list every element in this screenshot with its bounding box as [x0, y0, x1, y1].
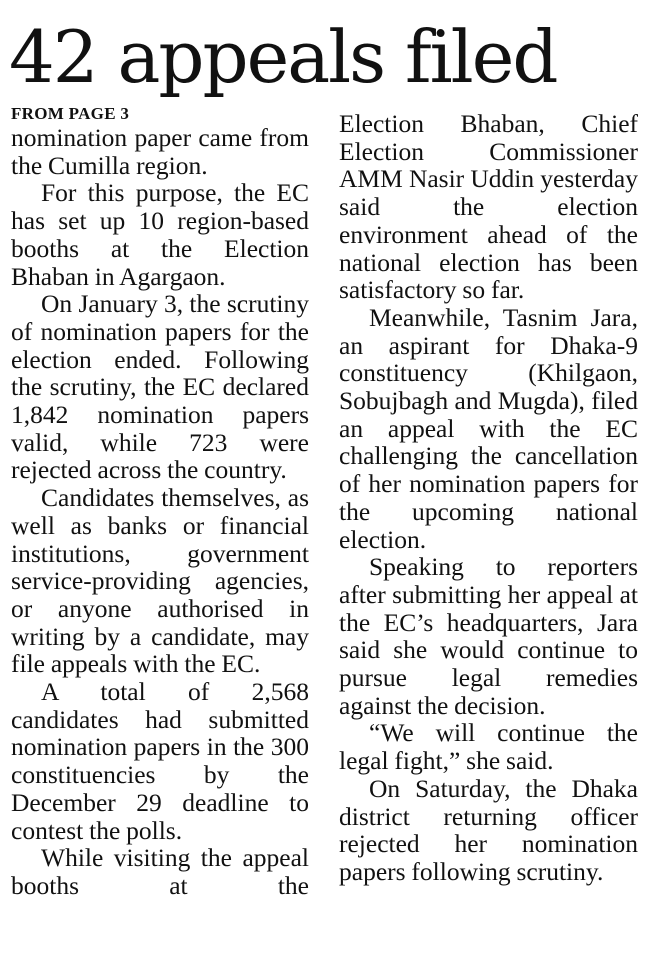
- paragraph: On January 3, the scrutiny of nomination papers for the election ended. Following the scrutiny, the EC declared 1,842 nomination papers valid, while 723 were rejected across the country.: [11, 289, 309, 485]
- paragraph: While visiting the appeal booths at the: [11, 843, 309, 900]
- headline: 42 appeals filed: [9, 15, 557, 99]
- paragraph: Candidates themselves, as well as banks or financial institutions, government service-providing agencies, or anyone authorised in writing by a candidate, may file appeals with the EC.: [11, 483, 309, 679]
- left-column: [11, 104, 309, 900]
- paragraph: Election Bhaban, Chief Election Commissioner AMM Nasir Uddin yesterday said the election environment ahead of the national election has been satisfactory so far.: [339, 109, 638, 305]
- paragraph: For this purpose, the EC has set up 10 region-based booths at the Election Bhaban in Agargaon.: [11, 178, 309, 291]
- paragraph: nomination paper came from the Cumilla region.: [11, 123, 309, 180]
- paragraph: “We will continue the legal fight,” she said.: [339, 718, 638, 776]
- paragraph: Meanwhile, Tasnim Jara, an aspirant for Dhaka-9 constituency (Khilgaon, Sobujbagh and Mugda), filed an appeal with the EC challenging the cancellation of her nomination papers for the upcoming national election.: [339, 302, 638, 554]
- paragraph: A total of 2,568 candidates had submitted nomination papers in the 300 constituencies by the December 29 deadline to contest the polls.: [11, 677, 309, 845]
- right-column: [339, 110, 638, 886]
- continuation-kicker: FROM PAGE 3: [11, 104, 130, 123]
- paragraph: On Saturday, the Dhaka district returning officer rejected her nomination papers following scrutiny.: [339, 773, 638, 886]
- paragraph: Speaking to reporters after submitting her appeal at the EC’s headquarters, Jara said she would continue to pursue legal remedies against the decision.: [339, 552, 638, 720]
